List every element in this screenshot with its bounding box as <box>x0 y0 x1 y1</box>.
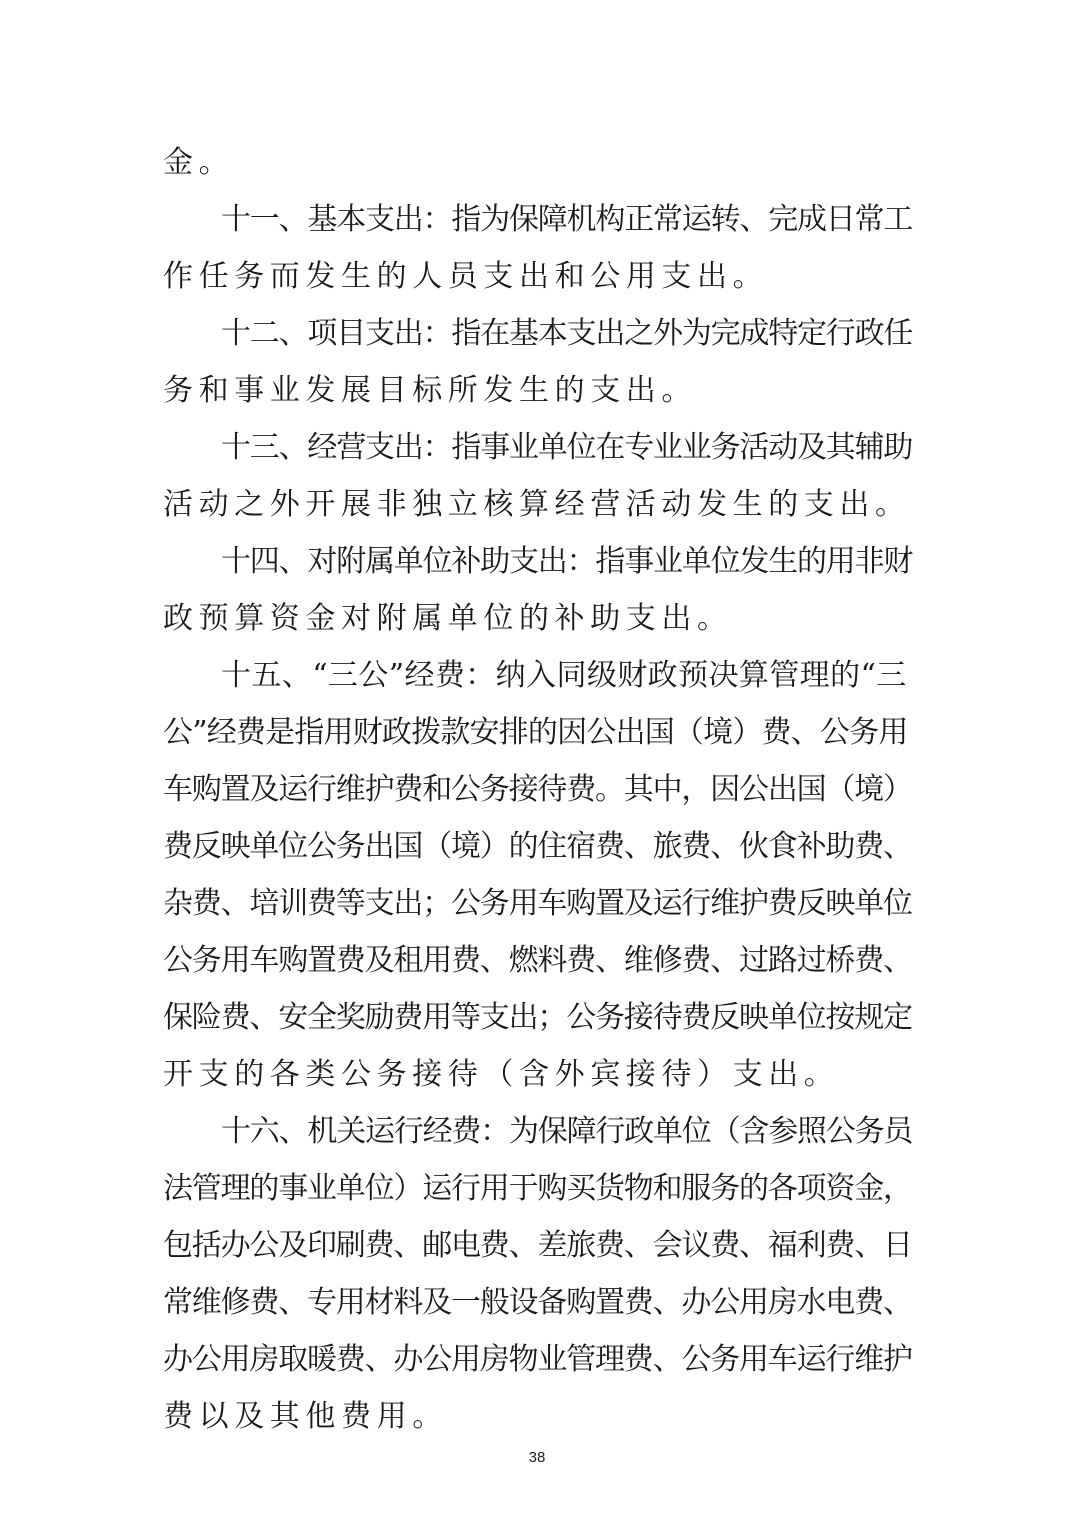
text-line: 常维修费、专用材料及一般设备购置费、办公用房水电费、 <box>163 1285 912 1320</box>
text-line: 十六、机关运行经费：为保障行政单位（含参照公务员 <box>221 1114 913 1149</box>
text-line: 车购置及运行维护费和公务接待费。其中，因公出国（境） <box>163 772 912 807</box>
text-line: 保险费、安全奖励费用等支出；公务接待费反映单位按规定 <box>163 1000 912 1035</box>
text-line: 费以及其他费用。 <box>163 1399 448 1434</box>
text-line: 务和事业发展目标所发生的支出。 <box>163 373 697 408</box>
page-number: 38 <box>528 1449 546 1466</box>
text-line: 作任务而发生的人员支出和公用支出。 <box>163 259 769 294</box>
text-line: 开支的各类公务接待（含外宾接待）支出。 <box>163 1057 840 1092</box>
text-line: 公”经费是指用财政拨款安排的因公出国（境）费、公务用 <box>163 715 908 750</box>
text-line: 公务用车购置费及租用费、燃料费、维修费、过路过桥费、 <box>163 943 912 978</box>
text-line: 金。 <box>163 145 235 180</box>
text-line: 十四、对附属单位补助支出：指事业单位发生的用非财 <box>221 544 913 579</box>
text-line: 办公用房取暖费、办公用房物业管理费、公务用车运行维护 <box>163 1342 912 1377</box>
text-line: 法管理的事业单位）运行用于购买货物和服务的各项资金， <box>163 1171 912 1206</box>
text-line: 十三、经营支出：指事业单位在专业业务活动及其辅助 <box>221 430 913 465</box>
text-line: 包括办公及印刷费、邮电费、差旅费、会议费、福利费、日 <box>163 1228 912 1263</box>
text-line: 十二、项目支出：指在基本支出之外为完成特定行政任 <box>221 316 913 351</box>
text-line: 杂费、培训费等支出；公务用车购置及运行维护费反映单位 <box>163 886 912 921</box>
text-line: 政预算资金对附属单位的补助支出。 <box>163 601 733 636</box>
text-line: 十一、基本支出：指为保障机构正常运转、完成日常工 <box>221 202 913 237</box>
text-line: 费反映单位公务出国（境）的住宿费、旅费、伙食补助费、 <box>163 829 912 864</box>
text-line: 活动之外开展非独立核算经营活动发生的支出。 <box>163 487 911 522</box>
text-line: 十五、“三公”经费：纳入同级财政预决算管理的“三 <box>221 658 907 693</box>
